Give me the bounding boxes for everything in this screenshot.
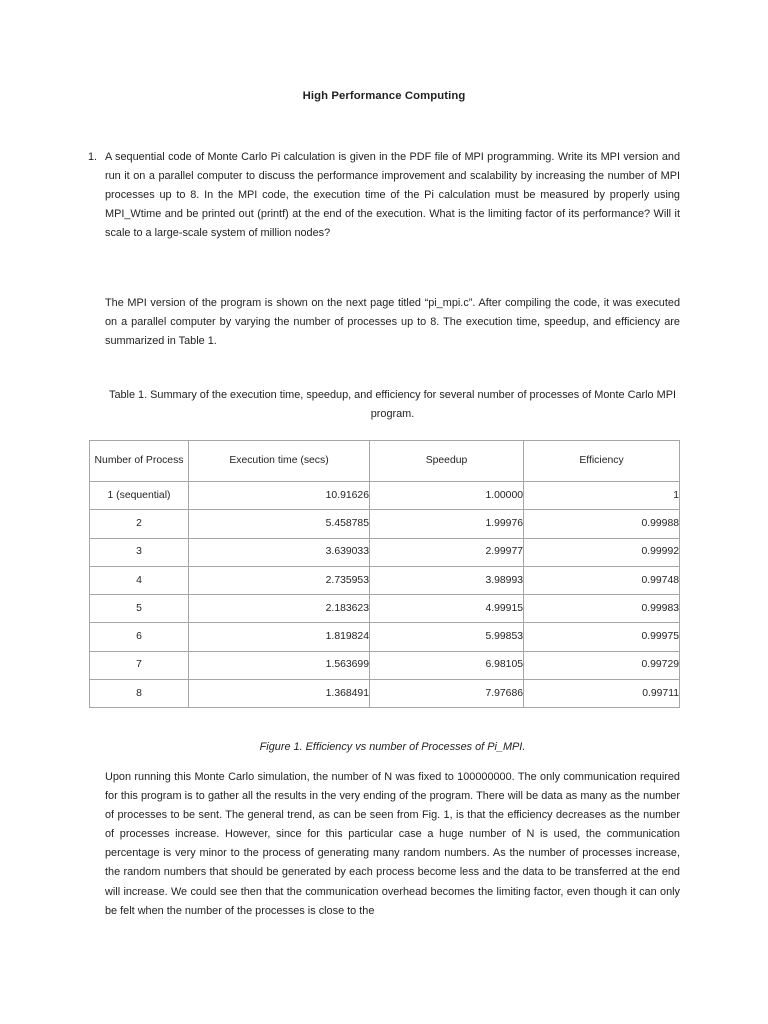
cell-execution-time: 1.819824 — [189, 623, 370, 651]
cell-speedup: 6.98105 — [370, 651, 524, 679]
cell-efficiency: 0.99983 — [524, 595, 680, 623]
table-row — [90, 651, 680, 679]
paragraph-mpi-version: The MPI version of the program is shown on the next page titled “pi_mpi.c”. After compiling the code, it was executed on a parallel computer by varying the number of processes up to 8. The execution time, speedup, and efficiency are summarized in Table 1. — [105, 297, 680, 348]
table-caption: Table 1. Summary of the execution time, speedup, and efficiency for several number of processes of Monte Carlo MPI program. — [109, 389, 676, 421]
cell-efficiency: 0.99748 — [524, 566, 680, 594]
cell-execution-time: 3.639033 — [189, 538, 370, 566]
cell-execution-time: 5.458785 — [189, 510, 370, 538]
paragraph-discussion: Upon running this Monte Carlo simulation, the number of N was fixed to 100000000. The only communication required for this program is to gather all the results in the very ending of the program. There will be data as many as the number of processes to be sent. The general trend, as can be seen from Fig. 1, is that the efficiency decreases as the number of processes increase. However, since for this particular case a huge number of N is used, the communication percentage is very minor to the process of generating many random numbers. As the number of processes increase, the random numbers that should be generated by each process become less and the data to be transferred at the end will increase. We could see then that the communication overhead becomes the limiting factor, even though it can only be felt when the number of the processes is close to the — [105, 771, 680, 917]
table-row — [90, 595, 680, 623]
cell-efficiency: 0.99729 — [524, 651, 680, 679]
results-table-wrapper — [89, 440, 679, 708]
table-row — [90, 566, 680, 594]
table-header — [90, 441, 680, 482]
column-header-execution-time: Execution time (secs) — [189, 441, 370, 482]
cell-process: 1 (sequential) — [90, 482, 189, 510]
cell-speedup: 3.98993 — [370, 566, 524, 594]
cell-process: 8 — [90, 680, 189, 708]
cell-execution-time: 10.91626 — [189, 482, 370, 510]
cell-speedup: 1.99976 — [370, 510, 524, 538]
figure-1-plot-area — [105, 686, 680, 732]
cell-process: 6 — [90, 623, 189, 651]
column-header-efficiency: Efficiency — [524, 441, 680, 482]
table-row — [90, 482, 680, 510]
table-header-row — [90, 441, 680, 482]
cell-speedup: 1.00000 — [370, 482, 524, 510]
figure-caption: Figure 1. Efficiency vs number of Processes of Pi_MPI. — [259, 741, 526, 753]
table-row — [90, 538, 680, 566]
cell-speedup: 4.99915 — [370, 595, 524, 623]
results-table — [89, 440, 680, 708]
column-header-number-of-process: Number of Process — [90, 441, 189, 482]
cell-efficiency: 0.99711 — [524, 680, 680, 708]
cell-process: 4 — [90, 566, 189, 594]
cell-process: 2 — [90, 510, 189, 538]
cell-efficiency: 0.99988 — [524, 510, 680, 538]
cell-process: 7 — [90, 651, 189, 679]
cell-process: 5 — [90, 595, 189, 623]
list-marker: 1. — [88, 151, 98, 163]
table-row — [90, 510, 680, 538]
question-item-1 — [88, 148, 680, 243]
cell-efficiency: 0.99992 — [524, 538, 680, 566]
question-text: A sequential code of Monte Carlo Pi calculation is given in the PDF file of MPI programming. Write its MPI version and run it on a parallel computer to discuss the performance improvement and scalability by increasing the number of MPI processes up to 8. In the MPI code, the execution time of the Pi calculation must be measured by properly using MPI_Wtime and be printed out (printf) at the end of the execution. What is the limiting factor of its performance? Will it scale to a large-scale system of million nodes? — [105, 151, 680, 240]
column-header-speedup: Speedup — [370, 441, 524, 482]
cell-process: 3 — [90, 538, 189, 566]
cell-execution-time: 2.735953 — [189, 566, 370, 594]
cell-speedup: 7.97686 — [370, 680, 524, 708]
table-body — [90, 482, 680, 708]
table-row — [90, 623, 680, 651]
cell-execution-time: 2.183623 — [189, 595, 370, 623]
cell-efficiency: 1 — [524, 482, 680, 510]
cell-speedup: 2.99977 — [370, 538, 524, 566]
page-title: High Performance Computing — [302, 90, 466, 102]
cell-execution-time: 1.563699 — [189, 651, 370, 679]
cell-execution-time: 1.368491 — [189, 680, 370, 708]
cell-efficiency: 0.99975 — [524, 623, 680, 651]
cell-speedup: 5.99853 — [370, 623, 524, 651]
